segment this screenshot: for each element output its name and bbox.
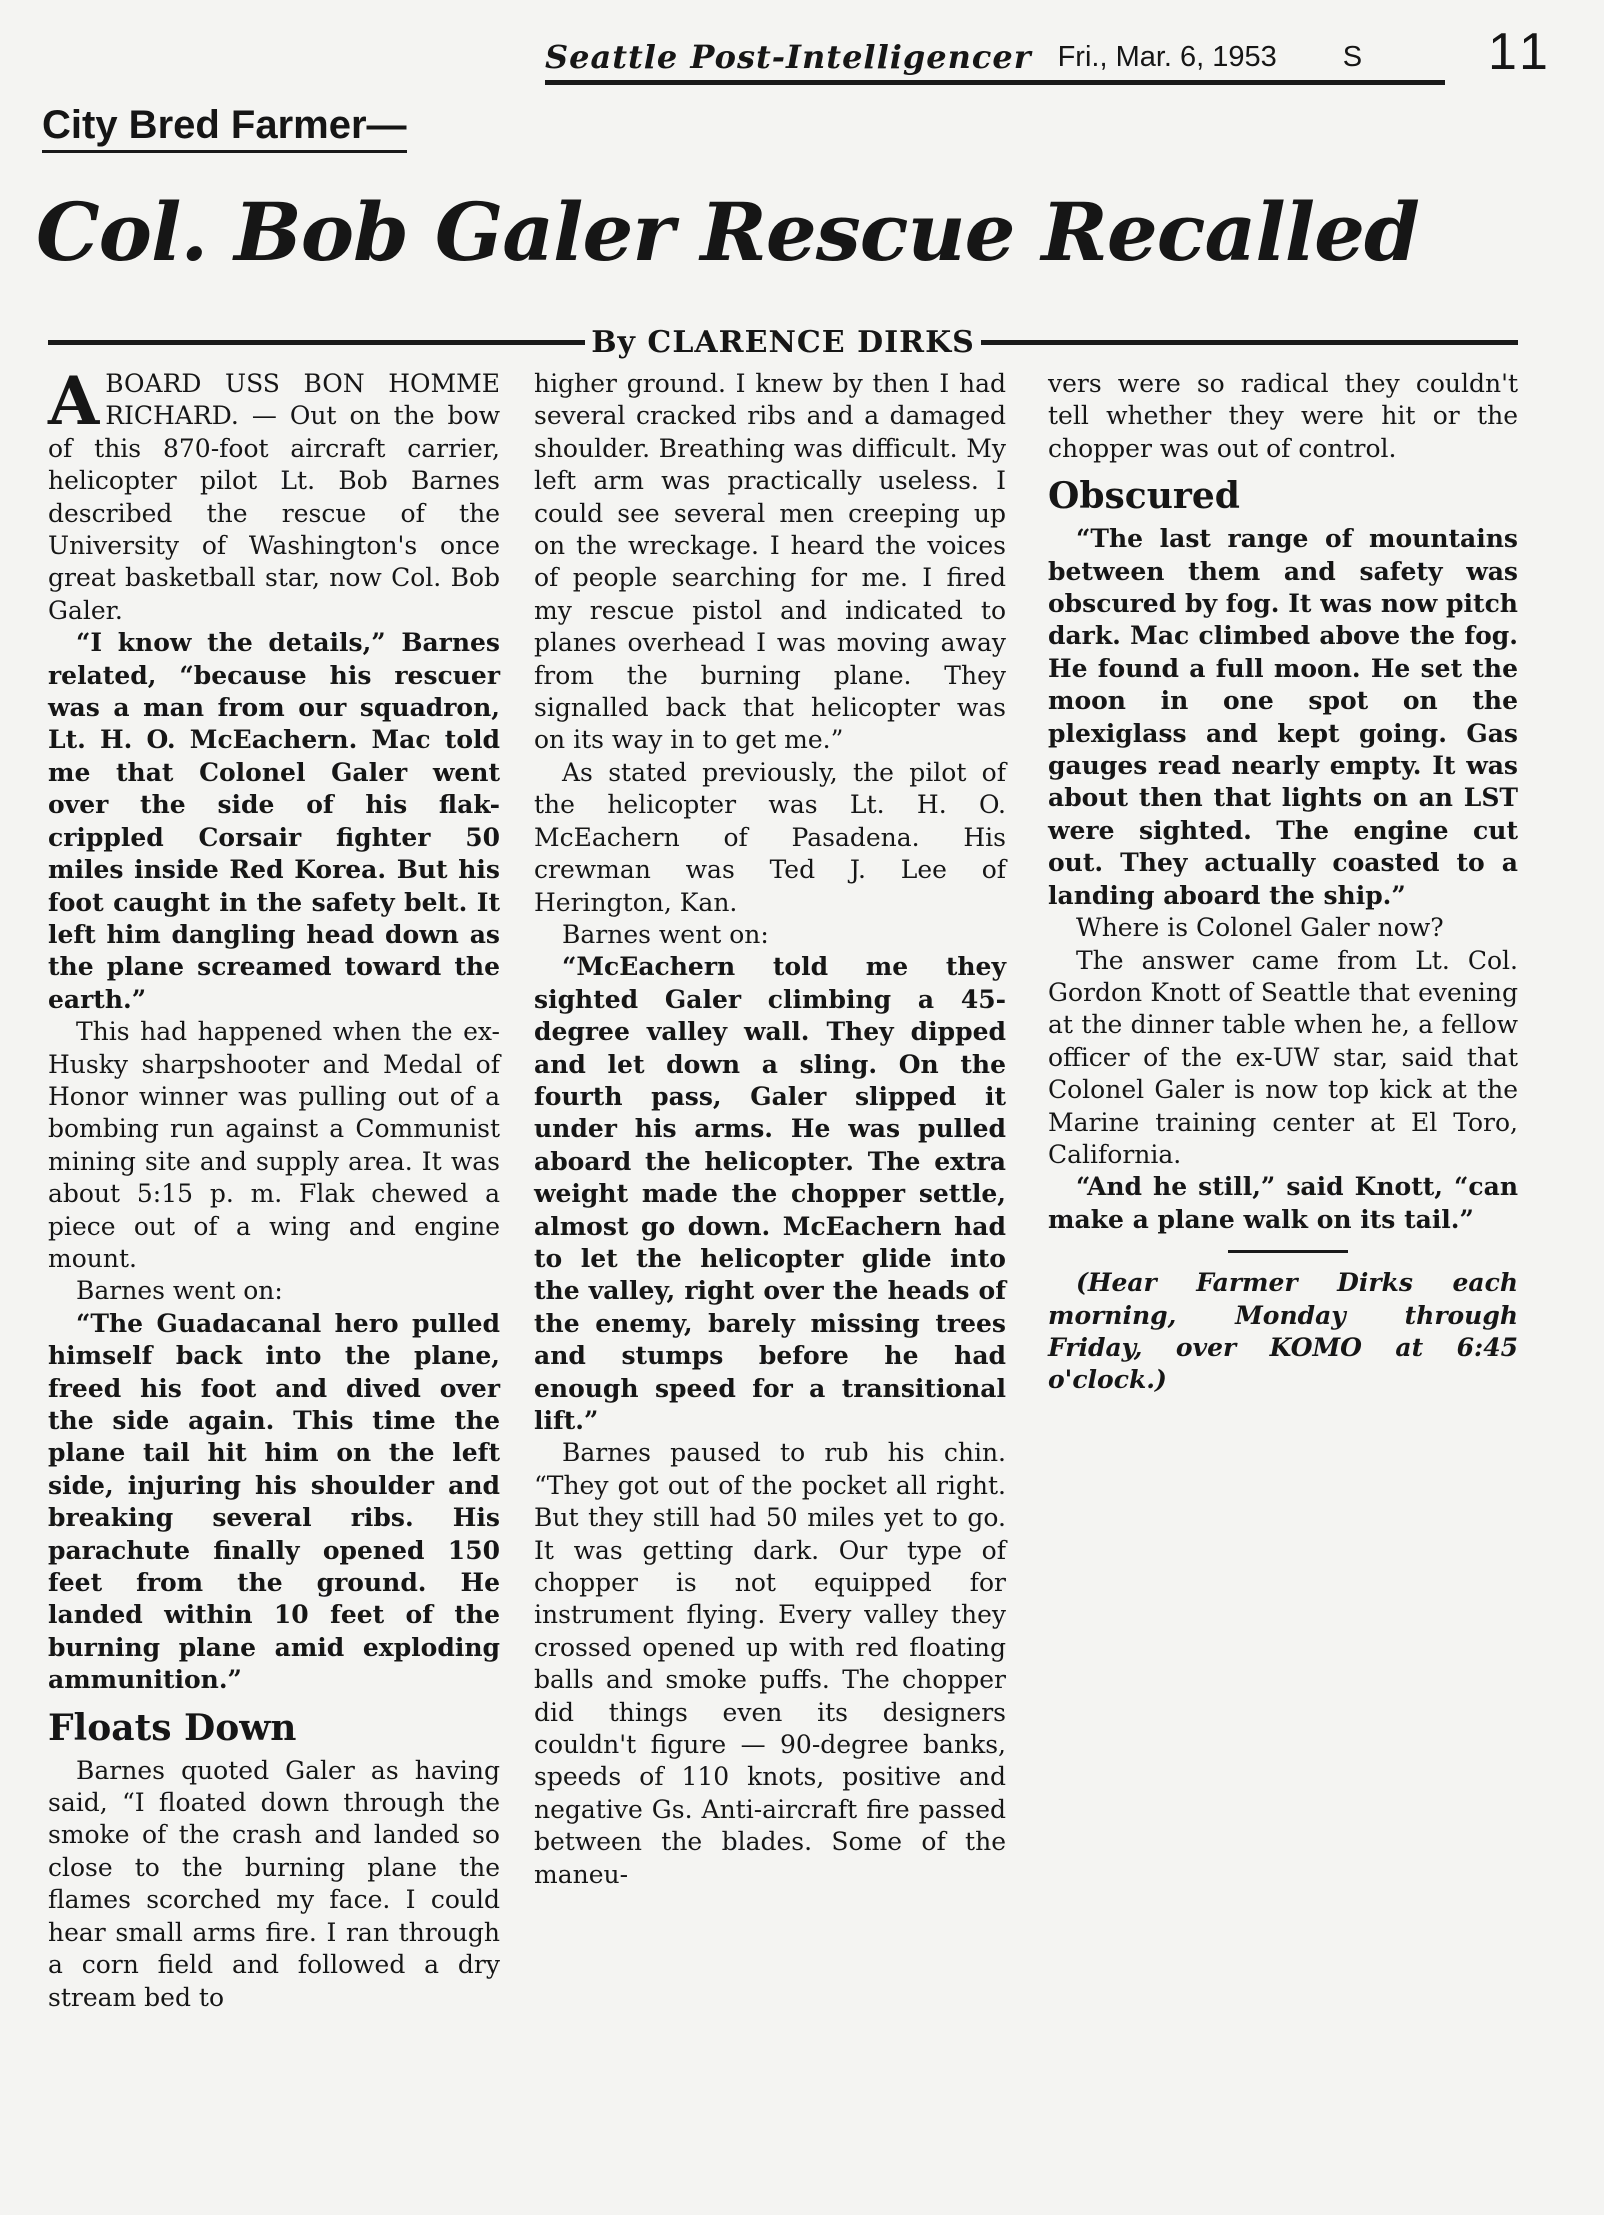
paragraph: As stated previously, the pilot of the helicopter was Lt. H. O. McEachern of Pasadena. His crewman was Ted J. Lee of Herington, Kan. bbox=[534, 757, 1006, 917]
paragraph: Barnes quoted Galer as having said, “I floated down through the smoke of the crash and landed so close to the burning plane the flames scorched my face. I could hear small arms fire. I ran through a corn field and followed a dry stream bed to bbox=[48, 1755, 500, 2012]
paragraph: “McEachern told me they sighted Galer climbing a 45-degree valley wall. They dipped and let down a sling. On the fourth pass, Galer slipped it under his arms. He was pulled aboard the helicopter. The extra weight made the chopper settle, almost go down. McEachern had to let the helicopter glide into the valley, right over the heads of the enemy, barely missing trees and stumps before he had enough speed for a transitional lift.” bbox=[534, 952, 1006, 1435]
paragraph: Barnes paused to rub his chin. “They got out of the pocket all right. But they still had 50 miles yet to go. It was getting dark. Our type of chopper is not equipped for instrument flying. Every valley they crossed opened up with red floating balls and smoke puffs. The chopper did things even its designers couldn't figure — 90-degree banks, speeds of 110 knots, positive and negative Gs. Anti-aircraft fire passed between the blades. Some of the maneu- bbox=[534, 1438, 1006, 1889]
byline-rule-right bbox=[981, 340, 1518, 345]
masthead bbox=[545, 22, 1445, 85]
byline-rule-left bbox=[48, 340, 585, 345]
paragraph bbox=[48, 362, 500, 627]
end-rule bbox=[1228, 1250, 1348, 1253]
paragraph: higher ground. I knew by then I had several cracked ribs and a damaged shoulder. Breathing was difficult. My left arm was practically useless. I could see several men creeping up on the wreckage. I heard the voices of people searching for me. I fired my rescue pistol and indicated to planes overhead I was moving away from the burning plane. They signalled back that helicopter was on its way in to get me.” bbox=[534, 369, 1006, 755]
paragraph: “The last range of mountains between them and safety was obscured by fog. It was now pitch dark. Mac climbed above the fog. He found a full moon. He set the moon in one spot on the plexiglass and kept going. Gas gauges read nearly empty. It was about then that lights on an LST were sighted. The engine cut out. They actually coasted to a landing aboard the ship.” bbox=[1048, 524, 1518, 910]
paragraph: “The Guadacanal hero pulled himself back into the plane, freed his foot and dived over the side again. This time the plane tail hit him on the left side, injuring his shoulder and breaking several ribs. His parachute finally opened 150 feet from the ground. He landed within 10 feet of the burning plane amid exploding ammunition.” bbox=[48, 1308, 500, 1695]
paragraph: “I know the details,” Barnes related, “because his rescuer was a man from our squadron, Lt. H. O. McEachern. Mac told me that Colonel Galer went over the side of his flak-crippled Corsair fighter 50 miles inside Red Korea. But his foot caught in the safety belt. It left him dangling head down as the plane screamed toward the earth.” bbox=[48, 628, 500, 1014]
column-1 bbox=[48, 362, 500, 2014]
paragraph: “And he still,” said Knott, “can make a plane walk on its tail.” bbox=[1048, 1172, 1518, 1234]
paragraph: Where is Colonel Galer now? bbox=[1076, 913, 1444, 943]
headline: Col. Bob Galer Rescue Recalled bbox=[36, 185, 1419, 279]
radio-note: (Hear Farmer Dirks each morning, Monday through Friday, over KOMO at 6:45 o'clock.) bbox=[1048, 1268, 1518, 1395]
page-number: 11 bbox=[1488, 23, 1554, 81]
paragraph: vers were so radical they couldn't tell whether they were hit or the chopper was out of control. bbox=[1048, 369, 1518, 463]
issue-date: Fri., Mar. 6, 1953 bbox=[1057, 41, 1277, 73]
paragraph: This had happened when the ex-Husky sharpshooter and Medal of Honor winner was pulling out of a bombing run against a Communist mining site and supply area. It was about 5:15 p. m. Flak chewed a piece out of a wing and engine mount. bbox=[48, 1017, 500, 1273]
newspaper-name: Seattle Post-Intelligencer bbox=[545, 38, 1032, 76]
byline: By CLARENCE DIRKS bbox=[591, 324, 975, 360]
subhead-obscured: Obscured bbox=[1048, 475, 1240, 518]
subhead-floats-down: Floats Down bbox=[48, 1706, 297, 1749]
byline-row bbox=[48, 322, 1518, 362]
paragraph: The answer came from Lt. Col. Gordon Knott of Seattle that evening at the dinner table when he, a fellow officer of the ex-UW star, said that Colonel Galer is now top kick at the Marine training center at El Toro, California. bbox=[1048, 945, 1518, 1169]
paragraph-text: BOARD USS BON HOMME RICHARD. — Out on the bow of this 870-foot aircraft carrier, helicopter pilot Lt. Bob Barnes described the rescue of the University of Washington's once great basketball star, now Col. Bob Galer. bbox=[48, 369, 500, 625]
column-2 bbox=[534, 368, 1006, 1891]
section-letter: S bbox=[1342, 41, 1363, 73]
drop-cap: A bbox=[48, 362, 100, 440]
column-3 bbox=[1048, 368, 1518, 1397]
paragraph: Barnes went on: bbox=[562, 919, 769, 949]
kicker: City Bred Farmer— bbox=[42, 103, 407, 153]
paragraph: Barnes went on: bbox=[76, 1276, 283, 1306]
